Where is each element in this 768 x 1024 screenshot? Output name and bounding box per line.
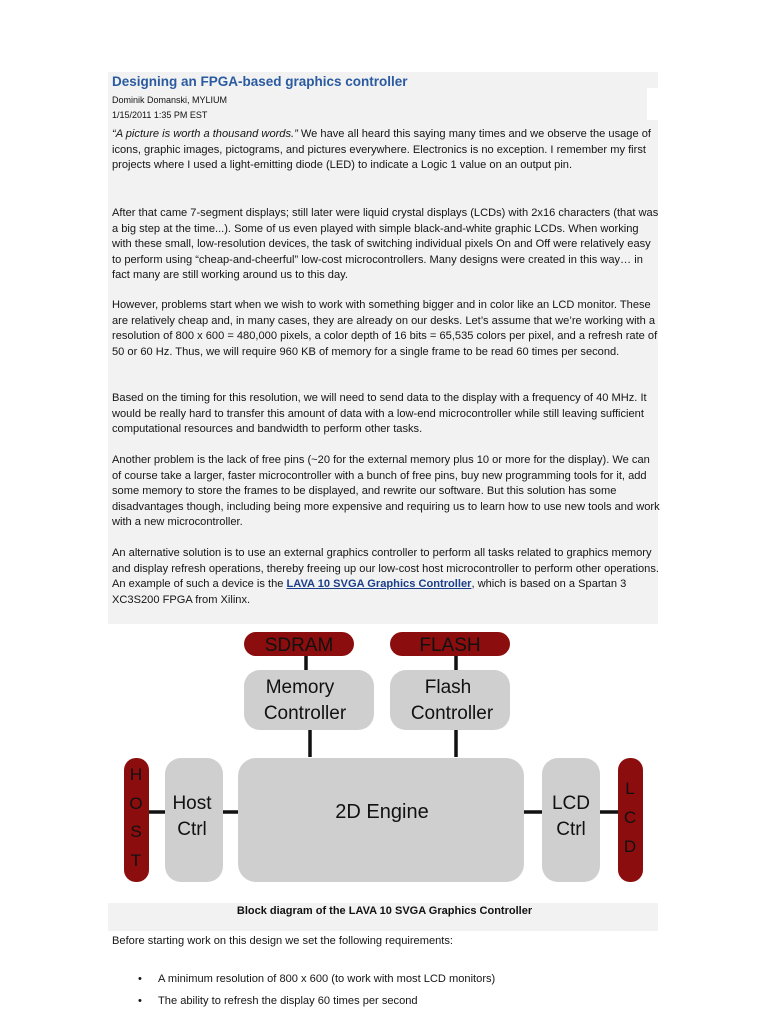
paragraph-6 <box>112 546 660 608</box>
host-letter-h: H <box>129 765 143 784</box>
host-letter-s: S <box>130 822 142 841</box>
paragraph-4-text: Based on the timing for this resolution, we will need to send data to the display with a frequency of 40 MHz. It would be really hard to transfer this amount of data with a low-end microcontroller while still leaving sufficient computational resources and bandwidth to perform other tasks. <box>112 392 647 436</box>
memory-controller-label-2: Controller <box>263 703 347 724</box>
article-title: Designing an FPGA-based graphics controller <box>112 74 408 89</box>
list-item-text: A minimum resolution of 800 x 600 (to work with most LCD monitors) <box>158 973 496 985</box>
paragraph-6-end: , which is based on a Spartan 3 XC3S200 FPGA from Xilinx. <box>112 578 627 606</box>
bullet-icon: • <box>138 995 142 1007</box>
lcd-ctrl-label-1: LCD <box>551 793 591 814</box>
2d-engine-label: 2D Engine <box>335 801 429 823</box>
flash-controller-label-2: Controller <box>410 703 494 724</box>
lcd-letter-c: C <box>623 808 637 827</box>
product-link[interactable]: LAVA 10 SVGA Graphics Controller <box>286 578 472 591</box>
paragraph-2 <box>112 206 660 284</box>
sdram-label: SDRAM <box>264 635 334 656</box>
lcd-letter-l: L <box>625 779 635 798</box>
quote: “A picture is worth a thousand words.” <box>112 128 298 140</box>
paragraph-2-text: After that came 7-segment displays; still later were liquid crystal displays (LCDs) with 2x16 characters (that was a big step at the time...). Some of us even played with simple black-and-white graphic LCDs. When working with these small, low-resolution devices, the task of switching individual pixels On and Off were relatively easy to perform using “cheap-and-cheerful” low-cost microcontrollers. Many designs were created in this way… in fact many are still working around us to this day. <box>112 207 659 282</box>
paragraph-5-text: Another problem is the lack of free pins (~20 for the external memory plus 10 or more for the display). We can of course take a larger, faster microcontroller with a bunch of free pins, buy new programming tools for it, add some memory to store the frames to be displayed, and rewrite our software. But this solution has some disadvantages though, including being more expensive and requiring us to learn how to use new tools and work with a new microcontroller. <box>112 454 660 529</box>
side-box <box>647 88 659 120</box>
paragraph-3 <box>112 298 660 360</box>
requirements-list <box>112 968 495 1012</box>
paragraph-1-text: We have all heard this saying many times and we observe the usage of icons, graphic images, pictograms, and pictures everywhere. Electronics is no exception. I remember my first projects where I used a light-emitting diode (LED) to indicate a Logic 1 value on an output pin. <box>112 128 651 172</box>
flash-controller-label-1: Flash <box>424 677 472 698</box>
host-letter-o: O <box>129 794 143 813</box>
diagram-caption: Block diagram of the LAVA 10 SVGA Graphics Controller <box>236 905 533 917</box>
article-date: 1/15/2011 1:35 PM EST <box>112 110 208 120</box>
host-letter-t: T <box>130 851 142 870</box>
memory-controller-label-1: Memory <box>265 677 335 698</box>
lcd-ctrl-label-2: Ctrl <box>556 819 586 840</box>
requirements-intro: Before starting work on this design we set the following requirements: <box>112 935 453 947</box>
paragraph-5 <box>112 453 660 531</box>
block-diagram <box>112 622 657 900</box>
flash-label: FLASH <box>419 635 481 656</box>
article-author: Dominik Domanski, MYLIUM <box>112 95 228 105</box>
host-ctrl-label-1: Host <box>172 793 212 814</box>
paragraph-4 <box>112 391 660 438</box>
list-item <box>112 990 495 1012</box>
host-ctrl-label-2: Ctrl <box>177 819 207 840</box>
paragraph-6-text: An alternative solution is to use an external graphics controller to perform all tasks related to graphics memory and display refresh operations, thereby freeing up our low-cost host microcontroller to perform other operations. An example of such a device is the <box>112 547 659 591</box>
paragraph-1 <box>112 127 660 174</box>
bullet-icon: • <box>138 973 142 985</box>
paragraph-3-text: However, problems start when we wish to work with something bigger and in color like an LCD monitor. These are relatively cheap and, in many cases, they are already on our desks. Let’s assume that we’re working with a resolution of 800 x 600 = 480,000 pixels, a color depth of 16 bits = 65,535 colors per pixel, and a refresh rate of 50 or 60 Hz. Thus, we will require 960 KB of memory for a single frame to be read 60 times per second. <box>112 299 658 358</box>
list-item-text: The ability to refresh the display 60 times per second <box>158 995 418 1007</box>
list-item <box>112 968 495 990</box>
lcd-letter-d: D <box>623 837 637 856</box>
